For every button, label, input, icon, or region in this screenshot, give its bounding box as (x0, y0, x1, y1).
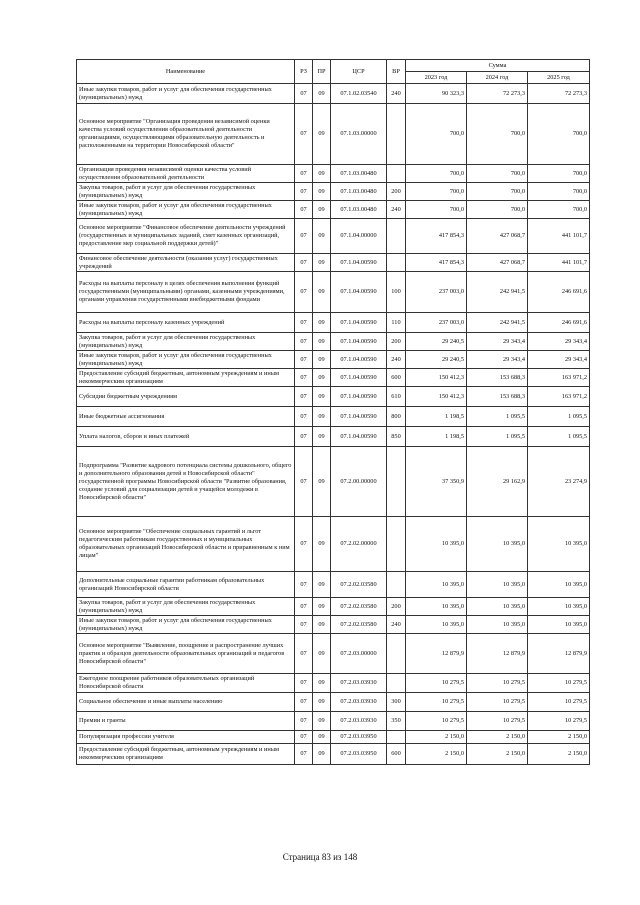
row-csr: 07.2.03.03930 (331, 712, 387, 731)
row-sum-2025: 441 101,7 (528, 254, 590, 272)
table-row (77, 104, 590, 165)
table-row (77, 272, 590, 313)
row-csr: 07.2.03.00000 (331, 634, 387, 674)
row-vr: 100 (387, 272, 406, 313)
row-vr: 600 (387, 744, 406, 765)
row-rz: 07 (295, 183, 313, 201)
row-sum-2024: 72 273,3 (467, 84, 528, 104)
row-pr: 09 (313, 387, 331, 407)
row-vr: 240 (387, 84, 406, 104)
row-name: Закупка товаров, работ и услуг для обеспечения государственных (муниципальных) нужд (77, 598, 295, 616)
row-sum-2025: 10 395,0 (528, 616, 590, 634)
row-rz: 07 (295, 616, 313, 634)
row-sum-2024: 153 688,3 (467, 369, 528, 387)
row-rz: 07 (295, 387, 313, 407)
row-sum-2023: 10 279,5 (406, 712, 467, 731)
table-row (77, 84, 590, 104)
row-pr: 09 (313, 104, 331, 165)
row-sum-2024: 29 162,9 (467, 447, 528, 517)
row-vr (387, 572, 406, 598)
row-sum-2023: 10 395,0 (406, 598, 467, 616)
row-rz: 07 (295, 407, 313, 427)
row-sum-2023: 700,0 (406, 104, 467, 165)
row-sum-2025: 10 279,5 (528, 712, 590, 731)
col-header-vr: ВР (387, 60, 406, 84)
row-sum-2025: 246 691,6 (528, 313, 590, 333)
row-sum-2024: 427 068,7 (467, 219, 528, 254)
row-sum-2025: 23 274,9 (528, 447, 590, 517)
row-pr: 09 (313, 183, 331, 201)
row-sum-2024: 242 941,5 (467, 272, 528, 313)
row-sum-2024: 10 279,5 (467, 674, 528, 693)
col-header-csr: ЦСР (331, 60, 387, 84)
row-csr: 07.2.03.03930 (331, 693, 387, 712)
row-sum-2023: 237 003,0 (406, 313, 467, 333)
row-csr: 07.1.04.00590 (331, 427, 387, 447)
row-name: Ежегодное поощрение работников образовательных организаций Новосибирской области (77, 674, 295, 693)
row-name: Основное мероприятие "Финансовое обеспечение деятельности учреждений (государственных и муниципальных заданий, смет казенных организаций, предоставление мер социальной поддержки детей)" (77, 219, 295, 254)
row-sum-2024: 10 395,0 (467, 517, 528, 572)
row-sum-2025: 163 971,2 (528, 387, 590, 407)
row-name: Основное мероприятие "Обеспечение социальных гарантий и льгот педагогическим работникам государственных и муниципальных образовательных организаций Новосибирской области и приравненным к ним лицам" (77, 517, 295, 572)
row-sum-2024: 700,0 (467, 201, 528, 219)
row-sum-2023: 150 412,3 (406, 387, 467, 407)
row-rz: 07 (295, 744, 313, 765)
row-pr: 09 (313, 693, 331, 712)
row-name: Иные закупки товаров, работ и услуг для обеспечения государственных (муниципальных) нужд (77, 201, 295, 219)
row-sum-2023: 10 395,0 (406, 616, 467, 634)
row-sum-2023: 2 150,0 (406, 744, 467, 765)
row-vr: 110 (387, 313, 406, 333)
row-name: Закупка товаров, работ и услуг для обеспечения государственных (муниципальных) нужд (77, 333, 295, 351)
row-sum-2025: 12 879,9 (528, 634, 590, 674)
row-name: Иные бюджетные ассигнования (77, 407, 295, 427)
col-header-2025: 2025 год (528, 72, 590, 84)
row-vr: 350 (387, 712, 406, 731)
row-rz: 07 (295, 219, 313, 254)
row-csr: 07.2.03.03930 (331, 674, 387, 693)
table-row (77, 333, 590, 351)
row-pr: 09 (313, 447, 331, 517)
row-sum-2024: 700,0 (467, 165, 528, 183)
row-pr: 09 (313, 333, 331, 351)
row-sum-2024: 29 343,4 (467, 351, 528, 369)
table-row (77, 254, 590, 272)
row-sum-2025: 2 150,0 (528, 744, 590, 765)
row-pr: 09 (313, 634, 331, 674)
col-header-name: Наименование (77, 60, 295, 84)
row-sum-2024: 1 095,5 (467, 407, 528, 427)
row-rz: 07 (295, 272, 313, 313)
table-row (77, 634, 590, 674)
row-sum-2025: 700,0 (528, 104, 590, 165)
row-rz: 07 (295, 313, 313, 333)
row-pr: 09 (313, 272, 331, 313)
table-row (77, 387, 590, 407)
row-sum-2025: 441 101,7 (528, 219, 590, 254)
table-body (77, 84, 590, 765)
row-sum-2024: 2 150,0 (467, 744, 528, 765)
row-vr (387, 731, 406, 744)
table-row (77, 351, 590, 369)
row-vr (387, 219, 406, 254)
row-name: Основное мероприятие "Выявление, поощрение и распространение лучших практик и образцов деятельности образовательных организаций и педагогов Новосибирской области" (77, 634, 295, 674)
row-rz: 07 (295, 447, 313, 517)
row-name: Расходы на выплаты персоналу в целях обеспечения выполнения функций государственными (муниципальными) органами, казенными учреждениями, органами управления государственными внебюджетными фондами (77, 272, 295, 313)
row-sum-2023: 90 323,3 (406, 84, 467, 104)
row-sum-2025: 10 279,5 (528, 693, 590, 712)
col-header-sum: Сумма (406, 60, 590, 72)
col-header-pr: ПР (313, 60, 331, 84)
row-vr: 200 (387, 333, 406, 351)
row-vr: 300 (387, 693, 406, 712)
row-sum-2023: 417 854,3 (406, 254, 467, 272)
row-sum-2023: 417 854,3 (406, 219, 467, 254)
row-pr: 09 (313, 572, 331, 598)
row-name: Популяризация профессии учителя (77, 731, 295, 744)
table-row (77, 712, 590, 731)
row-rz: 07 (295, 693, 313, 712)
row-csr: 07.1.03.00480 (331, 165, 387, 183)
table-row (77, 369, 590, 387)
table-row (77, 674, 590, 693)
row-pr: 09 (313, 84, 331, 104)
row-sum-2025: 163 971,2 (528, 369, 590, 387)
row-name: Расходы на выплаты персоналу казенных учреждений (77, 313, 295, 333)
row-csr: 07.1.04.00590 (331, 272, 387, 313)
row-vr: 200 (387, 183, 406, 201)
row-sum-2025: 246 691,6 (528, 272, 590, 313)
row-sum-2024: 10 395,0 (467, 572, 528, 598)
row-sum-2024: 2 150,0 (467, 731, 528, 744)
row-sum-2023: 700,0 (406, 201, 467, 219)
row-rz: 07 (295, 165, 313, 183)
row-csr: 07.1.04.00590 (331, 313, 387, 333)
row-sum-2025: 2 150,0 (528, 731, 590, 744)
row-rz: 07 (295, 104, 313, 165)
row-pr: 09 (313, 351, 331, 369)
row-name: Дополнительные социальные гарантии работникам образовательных организаций Новосибирской области (77, 572, 295, 598)
row-sum-2024: 700,0 (467, 104, 528, 165)
row-rz: 07 (295, 731, 313, 744)
row-sum-2025: 10 395,0 (528, 517, 590, 572)
row-csr: 07.1.03.00480 (331, 201, 387, 219)
row-name: Предоставление субсидий бюджетным, автономным учреждениям и иным некоммерческим организациям (77, 369, 295, 387)
row-rz: 07 (295, 84, 313, 104)
col-header-2024: 2024 год (467, 72, 528, 84)
row-sum-2025: 10 279,5 (528, 674, 590, 693)
row-sum-2025: 10 395,0 (528, 598, 590, 616)
row-rz: 07 (295, 351, 313, 369)
page-number: Страница 83 из 148 (282, 852, 358, 862)
table-row (77, 616, 590, 634)
col-header-2023: 2023 год (406, 72, 467, 84)
row-sum-2025: 10 395,0 (528, 572, 590, 598)
row-name: Иные закупки товаров, работ и услуг для обеспечения государственных (муниципальных) нужд (77, 351, 295, 369)
row-pr: 09 (313, 598, 331, 616)
row-vr (387, 634, 406, 674)
row-csr: 07.1.04.00590 (331, 369, 387, 387)
row-name: Закупка товаров, работ и услуг для обеспечения государственных (муниципальных) нужд (77, 183, 295, 201)
row-pr: 09 (313, 731, 331, 744)
row-sum-2024: 1 095,5 (467, 427, 528, 447)
row-pr: 09 (313, 427, 331, 447)
row-rz: 07 (295, 333, 313, 351)
table-row (77, 693, 590, 712)
row-sum-2023: 29 240,5 (406, 333, 467, 351)
row-csr: 07.2.03.03950 (331, 731, 387, 744)
row-name: Субсидии бюджетным учреждениям (77, 387, 295, 407)
row-sum-2024: 10 395,0 (467, 598, 528, 616)
row-csr: 07.1.03.00480 (331, 183, 387, 201)
row-sum-2023: 10 279,5 (406, 674, 467, 693)
row-sum-2024: 12 879,9 (467, 634, 528, 674)
row-sum-2023: 37 350,9 (406, 447, 467, 517)
row-vr (387, 674, 406, 693)
row-pr: 09 (313, 313, 331, 333)
row-sum-2024: 10 395,0 (467, 616, 528, 634)
table-row (77, 183, 590, 201)
row-csr: 07.2.02.00000 (331, 517, 387, 572)
row-csr: 07.2.02.03580 (331, 616, 387, 634)
row-vr: 800 (387, 407, 406, 427)
table-row (77, 427, 590, 447)
row-csr: 07.2.00.00000 (331, 447, 387, 517)
row-csr: 07.1.04.00590 (331, 333, 387, 351)
row-vr (387, 165, 406, 183)
row-vr: 610 (387, 387, 406, 407)
budget-table (76, 59, 590, 765)
row-vr (387, 104, 406, 165)
row-sum-2024: 10 279,5 (467, 693, 528, 712)
row-pr: 09 (313, 407, 331, 427)
row-name: Подпрограмма "Развитие кадрового потенциала системы дошкольного, общего и дополнительного образования детей в Новосибирской области" государственной программы Новосибирской области "Развитие образования, создание условий для социализации детей и учащейся молодежи в Новосибирской области" (77, 447, 295, 517)
row-sum-2025: 1 095,5 (528, 407, 590, 427)
row-name: Уплата налогов, сборов и иных платежей (77, 427, 295, 447)
row-sum-2025: 700,0 (528, 183, 590, 201)
row-vr: 240 (387, 351, 406, 369)
row-sum-2023: 10 395,0 (406, 572, 467, 598)
row-pr: 09 (313, 517, 331, 572)
row-vr (387, 254, 406, 272)
row-pr: 09 (313, 616, 331, 634)
row-pr: 09 (313, 369, 331, 387)
row-rz: 07 (295, 598, 313, 616)
row-rz: 07 (295, 254, 313, 272)
row-csr: 07.1.03.00000 (331, 104, 387, 165)
row-name: Организация проведения независимой оценки качества условий осуществления образовательной деятельности (77, 165, 295, 183)
row-name: Иные закупки товаров, работ и услуг для обеспечения государственных (муниципальных) нужд (77, 616, 295, 634)
row-rz: 07 (295, 712, 313, 731)
row-vr: 850 (387, 427, 406, 447)
table-row (77, 744, 590, 765)
table-row (77, 517, 590, 572)
row-rz: 07 (295, 369, 313, 387)
row-pr: 09 (313, 201, 331, 219)
row-sum-2023: 700,0 (406, 165, 467, 183)
row-sum-2024: 242 941,5 (467, 313, 528, 333)
table-row (77, 572, 590, 598)
row-sum-2023: 12 879,9 (406, 634, 467, 674)
row-sum-2023: 1 198,5 (406, 427, 467, 447)
table-row (77, 165, 590, 183)
row-vr: 240 (387, 616, 406, 634)
row-csr: 07.2.03.03950 (331, 744, 387, 765)
row-vr: 200 (387, 598, 406, 616)
row-sum-2025: 72 273,3 (528, 84, 590, 104)
row-sum-2025: 1 095,5 (528, 427, 590, 447)
row-rz: 07 (295, 427, 313, 447)
row-sum-2023: 237 003,0 (406, 272, 467, 313)
row-csr: 07.2.02.03580 (331, 572, 387, 598)
row-sum-2023: 2 150,0 (406, 731, 467, 744)
row-vr: 600 (387, 369, 406, 387)
row-csr: 07.2.02.03580 (331, 598, 387, 616)
row-sum-2024: 10 279,5 (467, 712, 528, 731)
row-name: Основное мероприятие "Организация проведения независимой оценки качества условий осуществления образовательной деятельности организациями, осуществляющими образовательную деятельность и расположенными на территории Новосибирской области" (77, 104, 295, 165)
table-row (77, 598, 590, 616)
table-row (77, 313, 590, 333)
row-vr: 240 (387, 201, 406, 219)
row-pr: 09 (313, 744, 331, 765)
row-sum-2025: 29 343,4 (528, 333, 590, 351)
row-pr: 09 (313, 254, 331, 272)
row-csr: 07.1.02.03540 (331, 84, 387, 104)
row-sum-2023: 29 240,5 (406, 351, 467, 369)
table-header (77, 60, 590, 84)
row-sum-2023: 10 395,0 (406, 517, 467, 572)
row-sum-2024: 153 688,3 (467, 387, 528, 407)
row-sum-2023: 150 412,3 (406, 369, 467, 387)
row-rz: 07 (295, 634, 313, 674)
row-csr: 07.1.04.00000 (331, 219, 387, 254)
row-sum-2024: 29 343,4 (467, 333, 528, 351)
row-sum-2024: 427 068,7 (467, 254, 528, 272)
row-pr: 09 (313, 165, 331, 183)
row-sum-2025: 700,0 (528, 201, 590, 219)
row-sum-2025: 29 343,4 (528, 351, 590, 369)
row-pr: 09 (313, 219, 331, 254)
row-sum-2025: 700,0 (528, 165, 590, 183)
col-header-rz: РЗ (295, 60, 313, 84)
row-rz: 07 (295, 572, 313, 598)
row-sum-2023: 700,0 (406, 183, 467, 201)
row-name: Предоставление субсидий бюджетным, автономным учреждениям и иным некоммерческим организациям (77, 744, 295, 765)
row-name: Премии и гранты (77, 712, 295, 731)
table-row (77, 731, 590, 744)
table-row (77, 447, 590, 517)
row-sum-2023: 10 279,5 (406, 693, 467, 712)
table-row (77, 407, 590, 427)
row-rz: 07 (295, 674, 313, 693)
row-sum-2024: 700,0 (467, 183, 528, 201)
row-pr: 09 (313, 674, 331, 693)
row-csr: 07.1.04.00590 (331, 407, 387, 427)
row-csr: 07.1.04.00590 (331, 351, 387, 369)
row-vr (387, 447, 406, 517)
table-row (77, 201, 590, 219)
row-csr: 07.1.04.00590 (331, 387, 387, 407)
row-vr (387, 517, 406, 572)
table-row (77, 219, 590, 254)
row-rz: 07 (295, 517, 313, 572)
row-rz: 07 (295, 201, 313, 219)
row-pr: 09 (313, 712, 331, 731)
row-name: Финансовое обеспечение деятельности (оказания услуг) государственных учреждений (77, 254, 295, 272)
row-sum-2023: 1 198,5 (406, 407, 467, 427)
row-name: Иные закупки товаров, работ и услуг для обеспечения государственных (муниципальных) нужд (77, 84, 295, 104)
row-name: Социальное обеспечение и иные выплаты населению (77, 693, 295, 712)
row-csr: 07.1.04.00590 (331, 254, 387, 272)
